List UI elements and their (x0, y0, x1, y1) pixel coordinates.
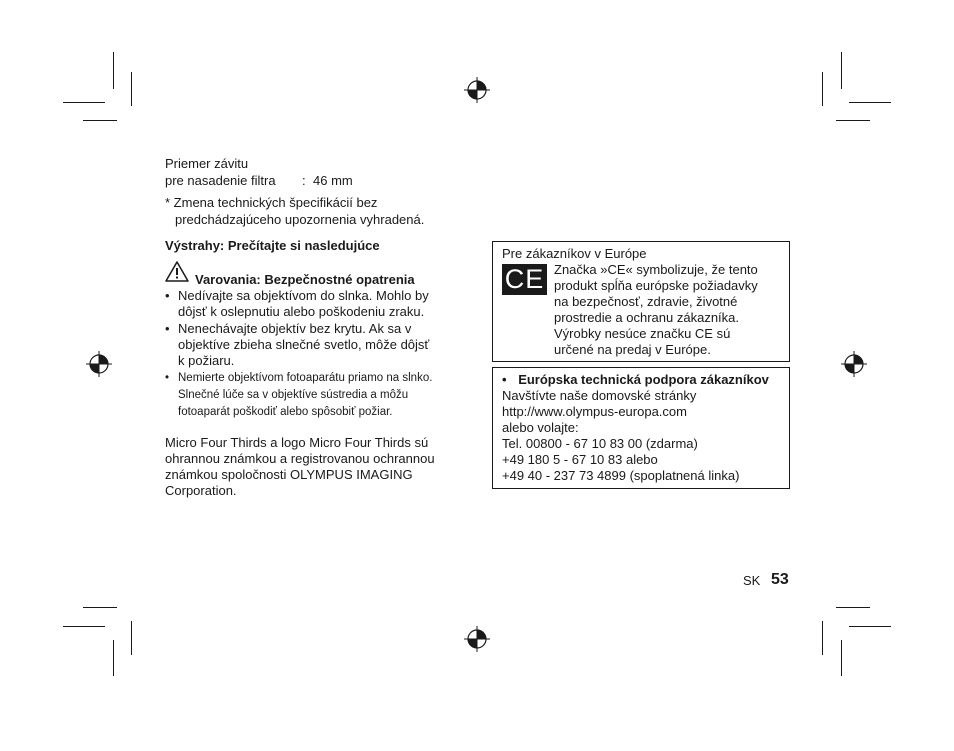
spec-note-line2: predchádzajúceho upozornenia vyhradená. (175, 212, 425, 227)
list-item: • Nedívajte sa objektívom do slnka. Mohlo by dôjsť k oslepnutiu alebo poškodeniu zraku. (165, 288, 429, 319)
warning-triangle-icon (165, 261, 189, 282)
support-info-box (492, 367, 790, 489)
crop-mark (113, 52, 114, 89)
europe-box-text: Značka »CE« symbolizuje, že tento produkt spĺňa európske požiadavky na bezpečnosť, zdravie, životné prostredie a ochranu zákazníka. Výrobky nesúce značku CE sú určené na predaj v Európe. (554, 262, 758, 357)
registration-mark-icon (464, 77, 490, 103)
crop-mark (83, 607, 117, 608)
spec-label-line2: pre nasadenie filtra (165, 173, 276, 188)
crop-mark (113, 640, 114, 676)
language-code: SK (743, 573, 761, 588)
list-item: • Nemierte objektívom fotoaparátu priamo na slnko. Slnečné lúče sa v objektíve sústredia a môžu fotoaparát poškodiť alebo spôsobiť požiar. (165, 372, 433, 418)
warnings-title: Výstrahy: Prečítajte si nasledujúce (165, 238, 380, 253)
spec-note-line1: * Zmena technických špecifikácií bez (165, 195, 378, 210)
page-number: 53 (771, 571, 789, 588)
crop-mark (841, 52, 842, 89)
crop-mark (63, 626, 105, 627)
spec-separator: : (302, 173, 306, 188)
trademark-text: Micro Four Thirds a logo Micro Four Thirds sú ohrannou známkou a registrovanou ochrannou známkou spoločnosti OLYMPUS IMAGING Corporation. (165, 435, 435, 498)
crop-mark (841, 640, 842, 676)
crop-mark (849, 102, 891, 103)
crop-mark (63, 102, 105, 103)
list-item: • Nenechávajte objektív bez krytu. Ak sa v objektíve zbieha slnečné svetlo, môže dôjsť k požiaru. (165, 321, 430, 368)
crop-mark (83, 120, 117, 121)
registration-mark-icon (86, 351, 112, 377)
spec-label-line1: Priemer závitu (165, 156, 249, 171)
registration-mark-icon (464, 626, 490, 652)
spec-value: 46 mm (313, 173, 353, 188)
support-box-text: Navštívte naše domovské stránky http://www.olympus-europa.com alebo volajte: Tel. 00800 - 67 10 83 00 (zdarma) +49 180 5 - 67 10 83 alebo +49 40 - 237 73 4899 (spoplatnená linka) (502, 388, 740, 483)
ce-mark-icon: CE (502, 264, 547, 295)
crop-mark (822, 72, 823, 106)
crop-mark (836, 120, 870, 121)
crop-mark (849, 626, 891, 627)
registration-mark-icon (841, 351, 867, 377)
crop-mark (822, 621, 823, 655)
crop-mark (131, 72, 132, 106)
crop-mark (836, 607, 870, 608)
crop-mark (131, 621, 132, 655)
warning-list (165, 288, 432, 421)
warnings-subtitle: Varovania: Bezpečnostné opatrenia (195, 272, 415, 287)
europe-info-box (492, 241, 790, 362)
europe-box-title: Pre zákazníkov v Európe (502, 246, 647, 261)
support-box-title: • Európska technická podpora zákazníkov (502, 372, 769, 387)
